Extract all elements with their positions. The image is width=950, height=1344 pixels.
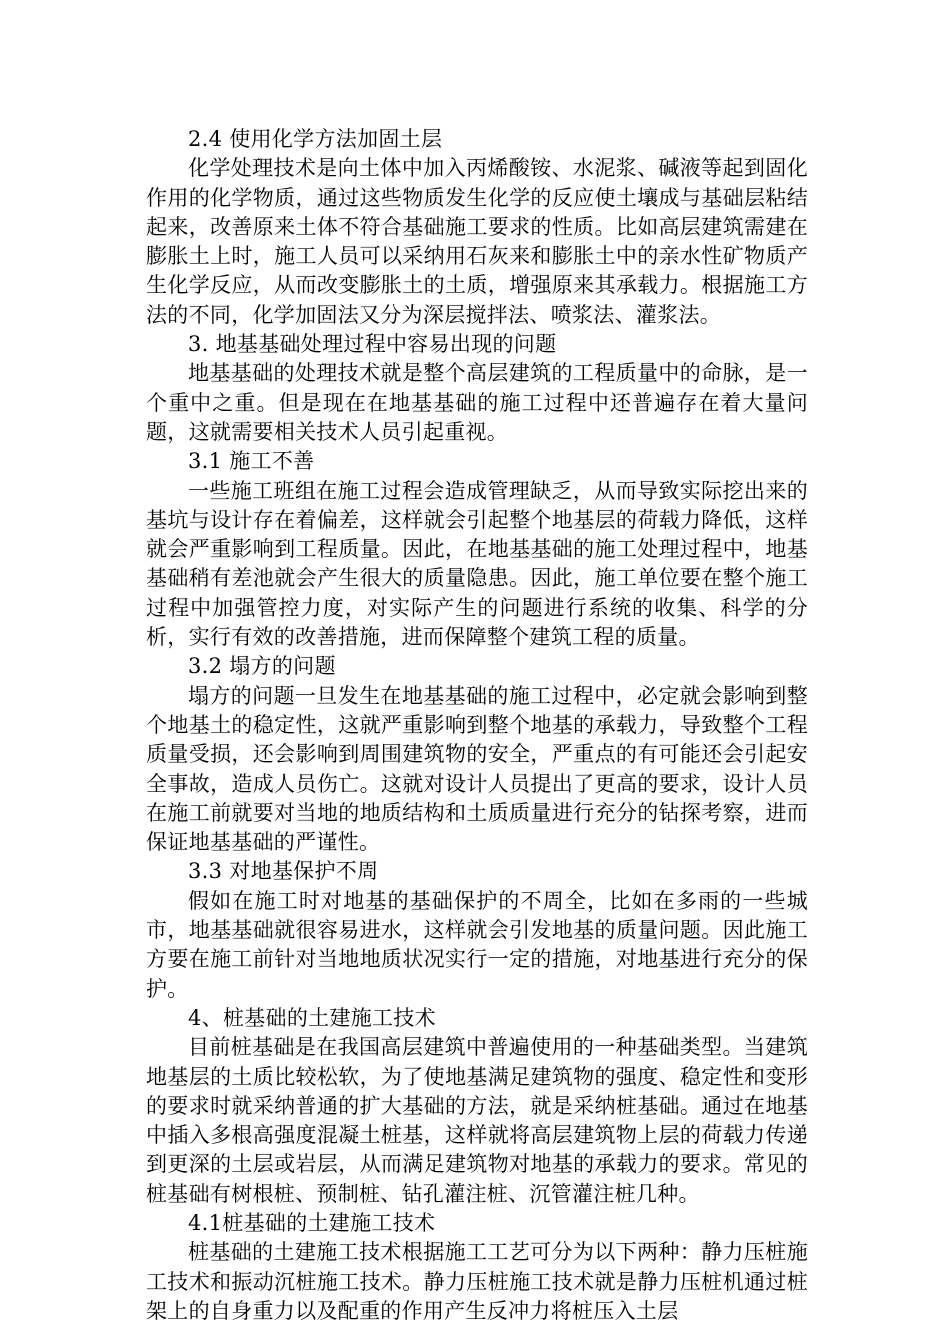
body-paragraph: 一些施工班组在施工过程会造成管理缺乏，从而导致实际挖出来的基坑与设计存在着偏差，这样就会引起整个地基层的荷载力降低，这样就会严重影响到工程质量。因此，在地基基础的施工处理过程中，地基基础稍有差池就会产生很大的质量隐患。因此，施工单位要在整个施工过程中加强管控力度，对实际产生的问题进行系统的收集、科学的分析，实行有效的改善措施，进而保障整个建筑工程的质量。 [146, 478, 808, 650]
body-paragraph: 桩基础的土建施工技术根据施工工艺可分为以下两种：静力压桩施工技术和振动沉桩施工技术。静力压桩施工技术就是静力压桩机通过桩架上的自身重力以及配重的作用产生反冲力将桩压入土层 [146, 1240, 808, 1323]
section-heading-3-2: 3.2 塌方的问题 [188, 654, 336, 679]
section-heading-3: 3. 地基基础处理过程中容易出现的问题 [188, 332, 557, 357]
body-paragraph: 假如在施工时对地基的基础保护的不周全，比如在多雨的一些城市，地基基础就很容易进水，这样就会引发地基的质量问题。因此施工方要在施工前针对当地地质状况实行一定的措施，对地基进行充分的保护。 [146, 888, 808, 1001]
body-paragraph: 目前桩基础是在我国高层建筑中普遍使用的一种基础类型。当建筑地基层的土质比较松软，为了使地基满足建筑物的强度、稳定性和变形的要求时就采纳普通的扩大基础的方法，就是采纳桩基础。通过在地基中插入多根高强度混凝土桩基，这样就将高层建筑物上层的荷载力传递到更深的土层或岩层，从而满足建筑物对地基的承载力的要求。常见的桩基础有树根桩、预制桩、钻孔灌注桩、沉管灌注桩几种。 [146, 1035, 808, 1206]
section-heading-3-1: 3.1 施工不善 [188, 449, 315, 474]
section-heading-4: 4、桩基础的土建施工技术 [188, 1005, 436, 1030]
section-heading-3-3: 3.3 对地基保护不周 [188, 859, 379, 884]
body-paragraph: 地基基础的处理技术就是整个高层建筑的工程质量中的命脉，是一个重中之重。但是现在在地基基础的施工过程中还普遍存在着大量问题，这就需要相关技术人员引起重视。 [146, 361, 808, 444]
section-heading-4-1: 4.1桩基础的土建施工技术 [188, 1210, 436, 1235]
body-paragraph: 塌方的问题一旦发生在地基基础的施工过程中，必定就会影响到整个地基土的稳定性，这就严重影响到整个地基的承载力，导致整个工程质量受损，还会影响到周围建筑物的安全，严重点的有可能还会引起安全事故，造成人员伤亡。这就对设计人员提出了更高的要求，设计人员在施工前就要对当地的地质结构和土质质量进行充分的钻探考察，进而保证地基基础的严谨性。 [146, 683, 808, 855]
document-body [146, 125, 808, 1326]
body-paragraph: 化学处理技术是向土体中加入丙烯酸铵、水泥浆、碱液等起到固化作用的化学物质，通过这些物质发生化学的反应使土壤成与基础层粘结起来，改善原来土体不符合基础施工要求的性质。比如高层建筑需建在膨胀土上时，施工人员可以采纳用石灰来和膨胀土中的亲水性矿物质产生化学反应，从而改变膨胀土的土质，增强原来其承载力。根据施工方法的不同，化学加固法又分为深层搅拌法、喷浆法、灌浆法。 [146, 156, 808, 327]
section-heading-2-4: 2.4 使用化学方法加固土层 [188, 127, 443, 151]
